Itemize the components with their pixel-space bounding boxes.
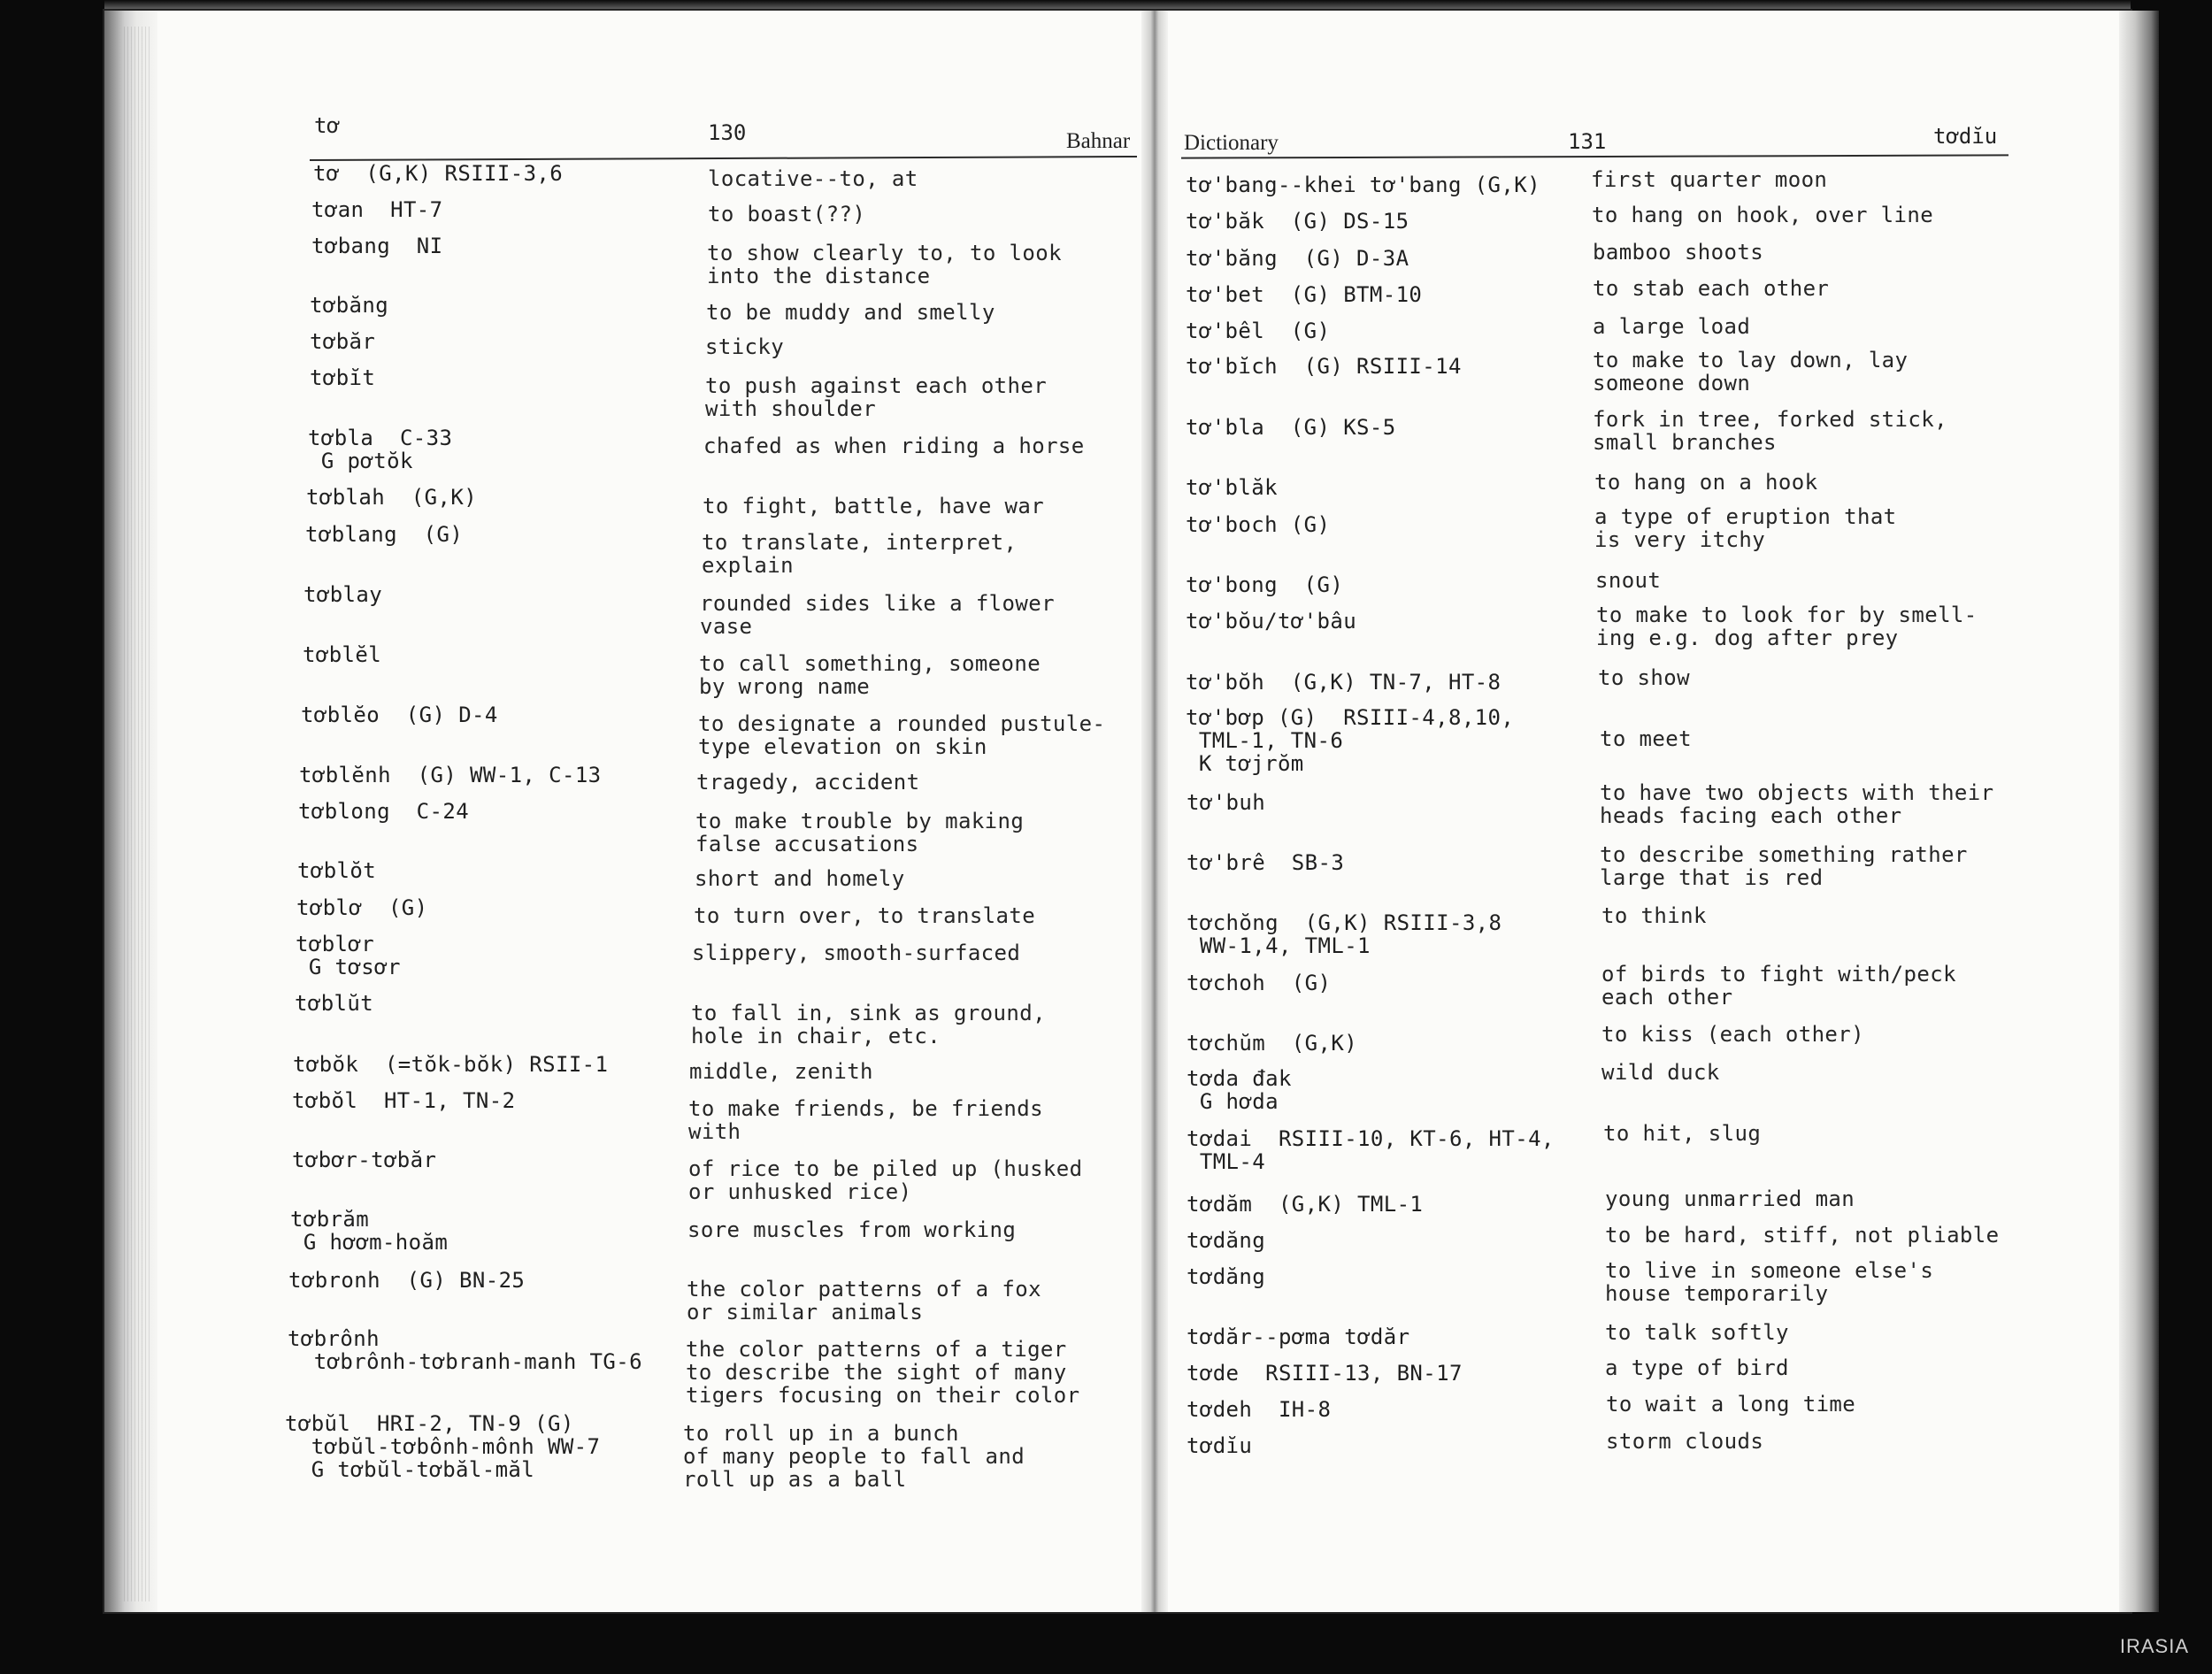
definition: to fall in, sink as ground, hole in chair, etc. <box>691 1001 1046 1048</box>
headword: tơblơr G tơsơr <box>296 932 401 979</box>
headword: tơbronh (G) BN-25 <box>288 1268 526 1293</box>
headword: tơbăr <box>310 329 376 354</box>
headword: tơde RSIII-13, BN-17 <box>1187 1361 1463 1386</box>
definition: tragedy, accident <box>696 770 920 795</box>
headword: tơblay <box>303 582 383 607</box>
definition: to describe something rather large that is red <box>1600 842 1968 890</box>
definition: chafed as when riding a horse <box>703 434 1085 458</box>
guide-word-right: tơdĭu <box>1933 124 1998 149</box>
definition: to hang on a hook <box>1594 470 1818 495</box>
book-gutter <box>1141 11 1168 1612</box>
headword: tơan HT-7 <box>311 197 443 222</box>
headword: tơblĕnh (G) WW-1, C-13 <box>299 763 602 787</box>
definition: short and homely <box>695 866 905 891</box>
definition: storm clouds <box>1606 1429 1764 1454</box>
definition: to hang on hook, over line <box>1592 203 1934 227</box>
headword: tơblong C-24 <box>298 799 470 824</box>
headword: tơdai RSIII-10, KT-6, HT-4, TML-4 <box>1187 1126 1555 1174</box>
definition: young unmarried man <box>1605 1186 1855 1211</box>
definition: a large load <box>1593 314 1751 339</box>
headword: tơdăng <box>1187 1264 1266 1289</box>
definition: a type of eruption that is very itchy <box>1594 504 1897 552</box>
headword: tơ'bŏu/tơ'bâu <box>1186 609 1357 634</box>
headword: tơblŭt <box>295 991 374 1016</box>
headword: tơbrônh tơbrônh-tơbranh-manh TG-6 <box>288 1326 642 1374</box>
definition: middle, zenith <box>689 1059 873 1084</box>
definition: to be hard, stiff, not pliable <box>1605 1223 2000 1248</box>
headword: tơ'bla (G) KS-5 <box>1186 415 1396 440</box>
definition: first quarter moon <box>1591 167 1828 192</box>
definition: sticky <box>705 334 785 359</box>
headword: tơ'băng (G) D-3A <box>1186 246 1409 271</box>
definition: to wait a long time <box>1606 1392 1856 1417</box>
definition: to think <box>1601 903 1707 928</box>
definition: to meet <box>1600 726 1692 751</box>
page-number-left: 130 <box>708 120 747 145</box>
headword: tơbla C-33 G pơtŏk <box>308 426 453 473</box>
definition: to show <box>1598 665 1690 690</box>
definition: to make to look for by smell- ing e.g. dog after prey <box>1596 603 1978 650</box>
headword: tơbang NI <box>311 234 443 258</box>
definition: to turn over, to translate <box>694 903 1036 928</box>
definition: to stab each other <box>1593 276 1830 301</box>
headword: tơ'bĭch (G) RSIII-14 <box>1186 354 1462 379</box>
headword: tơbrăm G hơơm-hoăm <box>290 1207 449 1255</box>
headword: tơ (G,K) RSIII-3,6 <box>313 161 564 186</box>
headword: tơ'brê SB-3 <box>1187 850 1345 875</box>
definition: to boast(??) <box>708 202 866 227</box>
right-page-edge <box>2119 11 2159 1612</box>
definition: to talk softly <box>1605 1320 1789 1345</box>
definition: to hit, slug <box>1603 1121 1762 1146</box>
page-number-right: 131 <box>1568 129 1607 154</box>
definition: to have two objects with their heads facing each other <box>1600 780 1994 828</box>
definition: bamboo shoots <box>1593 240 1764 265</box>
headword: tơblŏt <box>297 858 377 883</box>
watermark: IRASIA <box>2119 1635 2189 1657</box>
definition: sore muscles from working <box>687 1217 1017 1242</box>
headword: tơchoh (G) <box>1187 971 1332 995</box>
headword: tơda đak G hơda <box>1187 1066 1292 1114</box>
headword: tơ'bŏh (G,K) TN-7, HT-8 <box>1186 670 1502 695</box>
headword: tơbŭl HRI-2, TN-9 (G) tơbŭl-tơbônh-mônh WW-7 G tơbŭl-tơbăl-măl <box>285 1411 601 1482</box>
definition: rounded sides like a flower vase <box>700 591 1055 639</box>
definition: to show clearly to, to look into the distance <box>707 241 1062 288</box>
definition: to fight, battle, have war <box>703 494 1045 518</box>
headword: tơbơr-tơbăr <box>292 1148 437 1172</box>
definition: snout <box>1595 568 1662 593</box>
definition: of rice to be piled up (husked or unhusked rice) <box>688 1156 1083 1204</box>
headword: tơdăr--pơma tơdăr <box>1187 1325 1410 1349</box>
headword: tơ'boch (G) <box>1186 512 1331 537</box>
definition: to be muddy and smelly <box>706 300 995 325</box>
headword: tơchŏng (G,K) RSIII-3,8 WW-1,4, TML-1 <box>1187 910 1502 958</box>
definition: to make friends, be friends with <box>688 1096 1043 1144</box>
definition: wild duck <box>1601 1060 1720 1085</box>
headword: tơ'bang--khei tơ'bang (G,K) <box>1186 173 1540 197</box>
headword: tơblơ (G) <box>296 895 428 920</box>
headword: tơdăng <box>1187 1228 1266 1253</box>
headword: tơblĕo (G) D-4 <box>301 703 498 727</box>
definition: the color patterns of a tiger to describe the sight of many tigers focusing on their color <box>686 1337 1080 1408</box>
guide-word-left: tơ <box>314 113 340 138</box>
definition: the color patterns of a fox or similar animals <box>687 1277 1041 1325</box>
headword: tơ'bet (G) BTM-10 <box>1186 282 1423 307</box>
headword: tơ'buh <box>1187 790 1266 815</box>
headword: tơbĭt <box>310 365 376 390</box>
definition: fork in tree, forked stick, small branches <box>1593 407 1947 455</box>
headword: tơdăm (G,K) TML-1 <box>1187 1192 1424 1217</box>
definition: slippery, smooth-surfaced <box>692 941 1021 965</box>
headword: tơdeh IH-8 <box>1187 1397 1332 1422</box>
definition: to push against each other with shoulder <box>705 373 1048 421</box>
headword: tơ'bơp (G) RSIII-4,8,10, TML-1, TN-6 K tơjrŏm <box>1186 705 1515 776</box>
definition: to translate, interpret, explain <box>702 530 1018 578</box>
definition: to make to lay down, lay someone down <box>1593 348 1909 395</box>
headword: tơblah (G,K) <box>306 485 478 510</box>
definition: to roll up in a bunch of many people to fall and roll up as a ball <box>683 1421 1025 1492</box>
definition: a type of bird <box>1605 1355 1789 1380</box>
definition: to kiss (each other) <box>1601 1022 1864 1047</box>
headword: tơdĭu <box>1187 1433 1253 1458</box>
headword: tơ'băk (G) DS-15 <box>1186 209 1409 234</box>
running-title-left: Bahnar <box>1066 129 1131 153</box>
headword: tơ'blăk <box>1186 475 1278 500</box>
headword: tơchŭm (G,K) <box>1187 1031 1358 1056</box>
definition: to live in someone else's house temporarily <box>1605 1258 1934 1306</box>
definition: locative--to, at <box>708 166 918 191</box>
headword: tơbŏl HT-1, TN-2 <box>292 1088 516 1113</box>
running-title-right: Dictionary <box>1184 131 1279 155</box>
definition: to designate a rounded pustule- type elevation on skin <box>698 711 1106 759</box>
page-stack-lines <box>124 27 150 1601</box>
headword: tơbăng <box>310 293 389 318</box>
headword: tơbŏk (=tŏk-bŏk) RSII-1 <box>293 1052 609 1077</box>
headword: tơ'bêl (G) <box>1186 319 1331 343</box>
headword: tơ'bong (G) <box>1186 572 1344 597</box>
definition: to call something, someone by wrong name <box>699 651 1041 699</box>
definition: to make trouble by making false accusations <box>695 809 1025 856</box>
definition: of birds to fight with/peck each other <box>1601 962 1956 1010</box>
headword: tơblĕl <box>303 642 382 667</box>
headword: tơblang (G) <box>305 522 464 547</box>
